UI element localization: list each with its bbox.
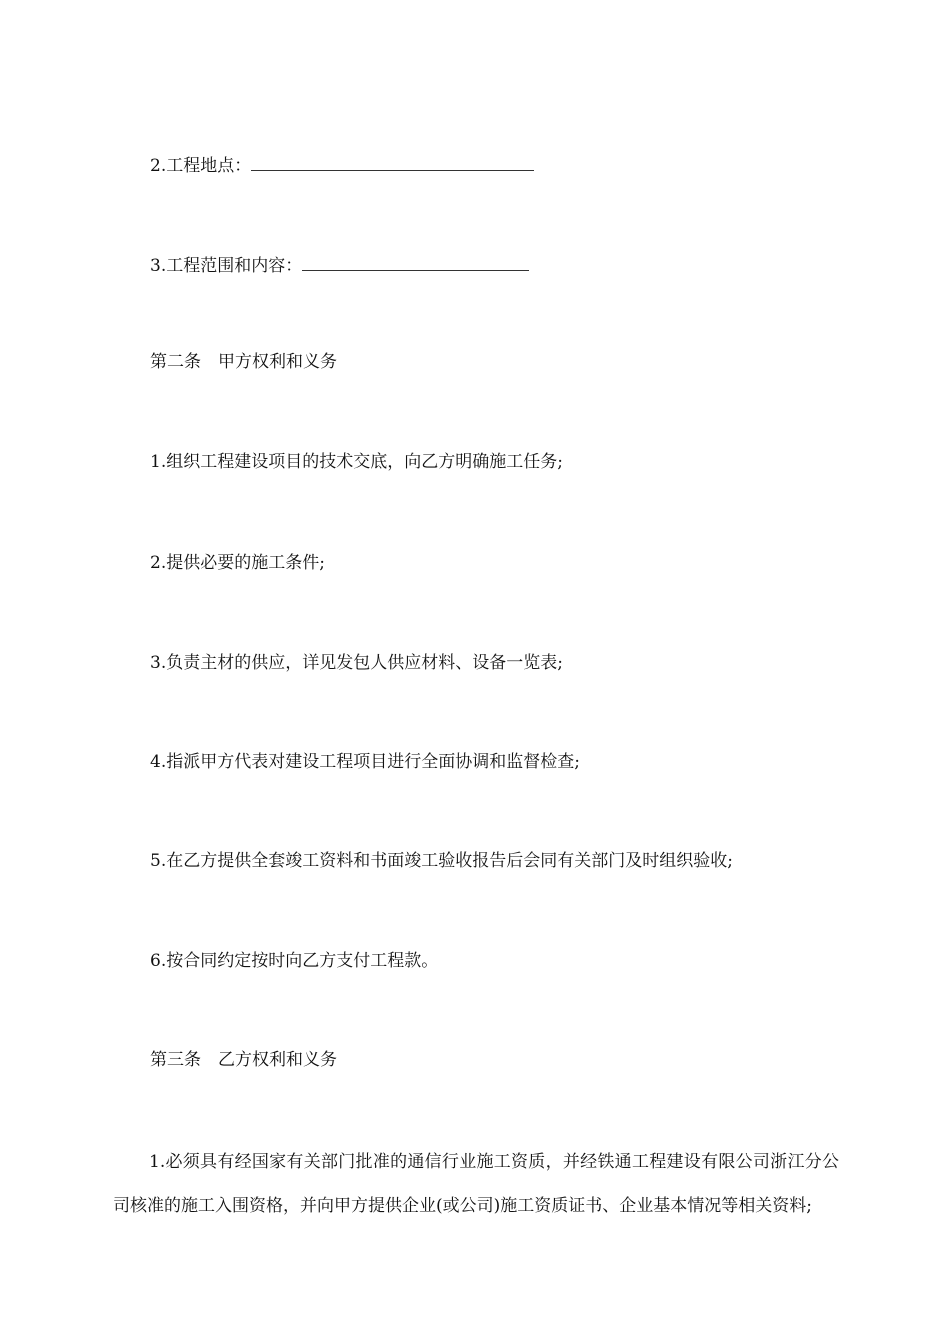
article3-heading: 第三条 乙方权利和义务 [150,1050,337,1070]
article2-item-4: 4.指派甲方代表对建设工程项目进行全面协调和监督检查; [150,752,580,772]
location-blank-line [251,153,534,171]
article2-item-2: 2.提供必要的施工条件; [150,553,325,573]
article2-item-1: 1.组织工程建设项目的技术交底，向乙方明确施工任务; [150,452,563,472]
article3-item-1: 1.必须具有经国家有关部门批准的通信行业施工资质，并经铁通工程建设有限公司浙江分公司核准的施工入围资格，并向甲方提供企业(或公司)施工资质证书、企业基本情况等相关资料; [113,1152,839,1216]
article2-heading: 第二条 甲方权利和义务 [150,352,337,372]
article2-item-3: 3.负责主材的供应，详见发包人供应材料、设备一览表; [150,653,563,673]
item-location [150,153,534,178]
article2-item-5: 5.在乙方提供全套竣工资料和书面竣工验收报告后会同有关部门及时组织验收; [150,851,733,871]
item-scope [150,253,529,278]
item-location-label: 2.工程地点： [150,156,252,176]
scope-blank-line [302,253,529,271]
article2-item-6: 6.按合同约定按时向乙方支付工程款。 [150,951,439,971]
item-scope-label: 3.工程范围和内容： [150,256,303,276]
